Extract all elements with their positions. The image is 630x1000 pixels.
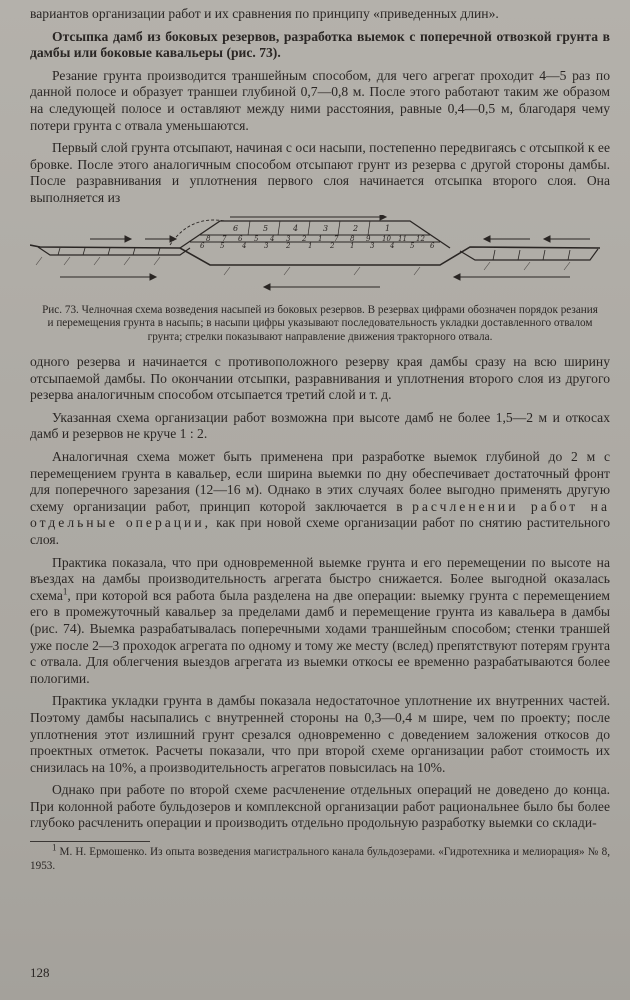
paragraph-second-scheme: Однако при работе по второй схеме расчленение отдельных операций не доведено до конца. При колонной работе бульдозеров и комплексной организации работ рациональнее было бы более глубоко расчленить операции и производить отдельно продольную разработку выемки со склади- xyxy=(30,782,610,831)
paragraph-practice xyxy=(30,555,610,688)
lower-row-num: 1 xyxy=(308,241,313,250)
footnote-divider xyxy=(30,841,150,842)
paragraph-text: как при новой схеме организации работ по снятию растительного слоя. xyxy=(30,515,611,547)
middle-row-num: 6 xyxy=(238,234,243,243)
upper-row-num: 2 xyxy=(353,223,359,233)
lower-row-num: 2 xyxy=(286,241,291,250)
paragraph-excavation-scheme xyxy=(30,449,610,549)
paragraph-text: , при которой вся работа была разделена на две операции: выемку грунта с перемещением его в промежуточный кавальер за пределами дамб и перемещение грунта из кавальера в дамбы (рис. 74). Выемка разрабатывалась поперечными ходами траншейным способом; стенки траншей уже после 2—3 проходок агрегата по одному и тому же месту (вслед) препятствуют потерям грунта с отвала. Для облегчения выездов агрегата из выемки откосы ее временно разрабатываются более пологими. xyxy=(30,587,610,686)
lower-row-numbers xyxy=(200,242,435,250)
middle-row-num: 8 xyxy=(350,234,355,243)
footnote xyxy=(30,842,611,873)
footnote-reference: 1 xyxy=(62,586,68,597)
middle-row-num: 4 xyxy=(270,234,275,243)
lower-row-num: 1 xyxy=(350,241,355,250)
middle-row-num: 5 xyxy=(254,234,259,243)
lower-row-num: 3 xyxy=(264,241,269,250)
paragraph-first-layer: Первый слой грунта отсыпают, начиная с оси насыпи, постепенно передвигаясь с отсыпкой к ее бровке. После этого аналогичным способом отсыпают грунт из резерва с другой стороны дамбы. После разравнивания и уплотнения первого слоя начинается отсыпка второго слоя. Она выполняется из xyxy=(30,140,610,205)
paragraph-text: Аналогичная схема может быть применена при разработке выемок глубиной до 2 м с перемещением грунта в кавальер, если ширина выемки по дну обеспечивает достаточный фронт для поперечного зарезания (12—16 м). Однако в этих случаях более выгодно применять другую схему организации работ, принцип которой заключается в xyxy=(30,449,610,514)
lower-row-num: 5 xyxy=(410,241,415,250)
middle-row-num: 2 xyxy=(302,234,307,243)
middle-row-num: 8 xyxy=(206,234,211,243)
figure-caption-label: Рис. 73. xyxy=(42,303,79,316)
middle-row-num: 11 xyxy=(398,234,407,243)
paragraph-trench-cutting: Резание грунта производится траншейным способом, для чего агрегат проходит 4—5 раз по данной полосе и образует траншеи глубиной 0,7—0,8 м. После этого работают таким же образом на следующей полосе и оставляют между ними расстояния, равные 0,4—0,5 м, благодаря чему потери грунта с отвала уменьшаются. xyxy=(30,67,610,133)
lower-row-num: 5 xyxy=(220,241,225,250)
upper-row-num: 5 xyxy=(263,223,269,233)
paragraph-second-layer: одного резерва и начинается с противоположного резерву края дамбы сразу на всю ширину отсыпаемой дамбы. По окончании отсыпки, разравнивания и уплотнения второго слоя из другого резерва аналогичным способом отсыпается третий слой и т. д. xyxy=(30,354,610,403)
middle-row-num: 1 xyxy=(318,234,323,243)
middle-row-num: 9 xyxy=(366,234,371,243)
figure-73 xyxy=(30,215,610,345)
paragraph-intro-tail: вариантов организации работ и их сравнения по принципу «приведенных длин». xyxy=(30,6,499,21)
figure-caption-text: Челночная схема возведения насыпей из боковых резервов. В резервах цифрами обозначен порядок резания и перемещения грунта в насыпь; в насыпи цифры указывают последовательность укладки доставленного отвалом грунта; стрелки показывают направление движения тракторного отвала. xyxy=(47,303,598,343)
lower-row-num: 6 xyxy=(430,241,435,250)
lower-row-num: 3 xyxy=(370,241,375,250)
page-number: 128 xyxy=(30,965,50,980)
middle-row-num: 7 xyxy=(334,234,339,243)
lower-row-num: 4 xyxy=(390,241,395,250)
lower-row-num: 6 xyxy=(200,241,205,250)
section-heading: Отсыпка дамб из боковых резервов, разработка выемок с поперечной отвозкой грунта в дамбы или боковые кавальеры (рис. 73). xyxy=(30,28,610,61)
embankment-diagram xyxy=(30,215,610,300)
upper-row-num: 1 xyxy=(385,223,391,233)
lower-row-num: 4 xyxy=(242,241,247,250)
middle-row-num: 10 xyxy=(382,234,391,243)
upper-row-num: 6 xyxy=(233,223,239,233)
middle-row-num: 3 xyxy=(286,234,291,243)
middle-row-num: 7 xyxy=(222,234,227,243)
upper-row-numbers xyxy=(233,224,390,233)
paragraph-text: Практика показала, что при одновременной выемке грунта и его перемещении по высоте на въездах на дамбы производительность агрегата быстро снижается. Более выгодной оказалась схема xyxy=(30,554,610,603)
middle-row-num: 12 xyxy=(416,234,425,243)
lower-row-num: 2 xyxy=(330,241,335,250)
footnote-text: М. Н. Ермошенко. Из опыта возведения магистрального канала бульдозерами. «Гидротехника и мелиорация» № 8, 1953. xyxy=(30,846,611,872)
paragraph-compaction: Практика укладки грунта в дамбы показала недостаточное уплотнение их внутренних частей. Поэтому дамбы насыпались с внутренней стороны на 0,3—0,4 м шире, чем по проекту; после уплотнения этот излишний грунт срезался одновременно с доведением заложения откосов до проектных отметок. Расчеты показали, что при второй схеме организации работ стоимость их снизилась на 10%, а производительность агрегатов повысилась на 10%. xyxy=(30,693,610,775)
emphasized-phrase: расчленении работ на отдельные операции, xyxy=(30,498,610,531)
figure-caption xyxy=(38,304,602,345)
upper-row-num: 3 xyxy=(323,223,329,233)
footnote-mark: 1 xyxy=(52,842,57,853)
upper-row-num: 4 xyxy=(293,223,299,233)
paragraph-height-limit: Указанная схема организации работ возможна при высоте дамб не более 1,5—2 м и откосах дамб и резервов не круче 1 : 2. xyxy=(30,409,610,442)
